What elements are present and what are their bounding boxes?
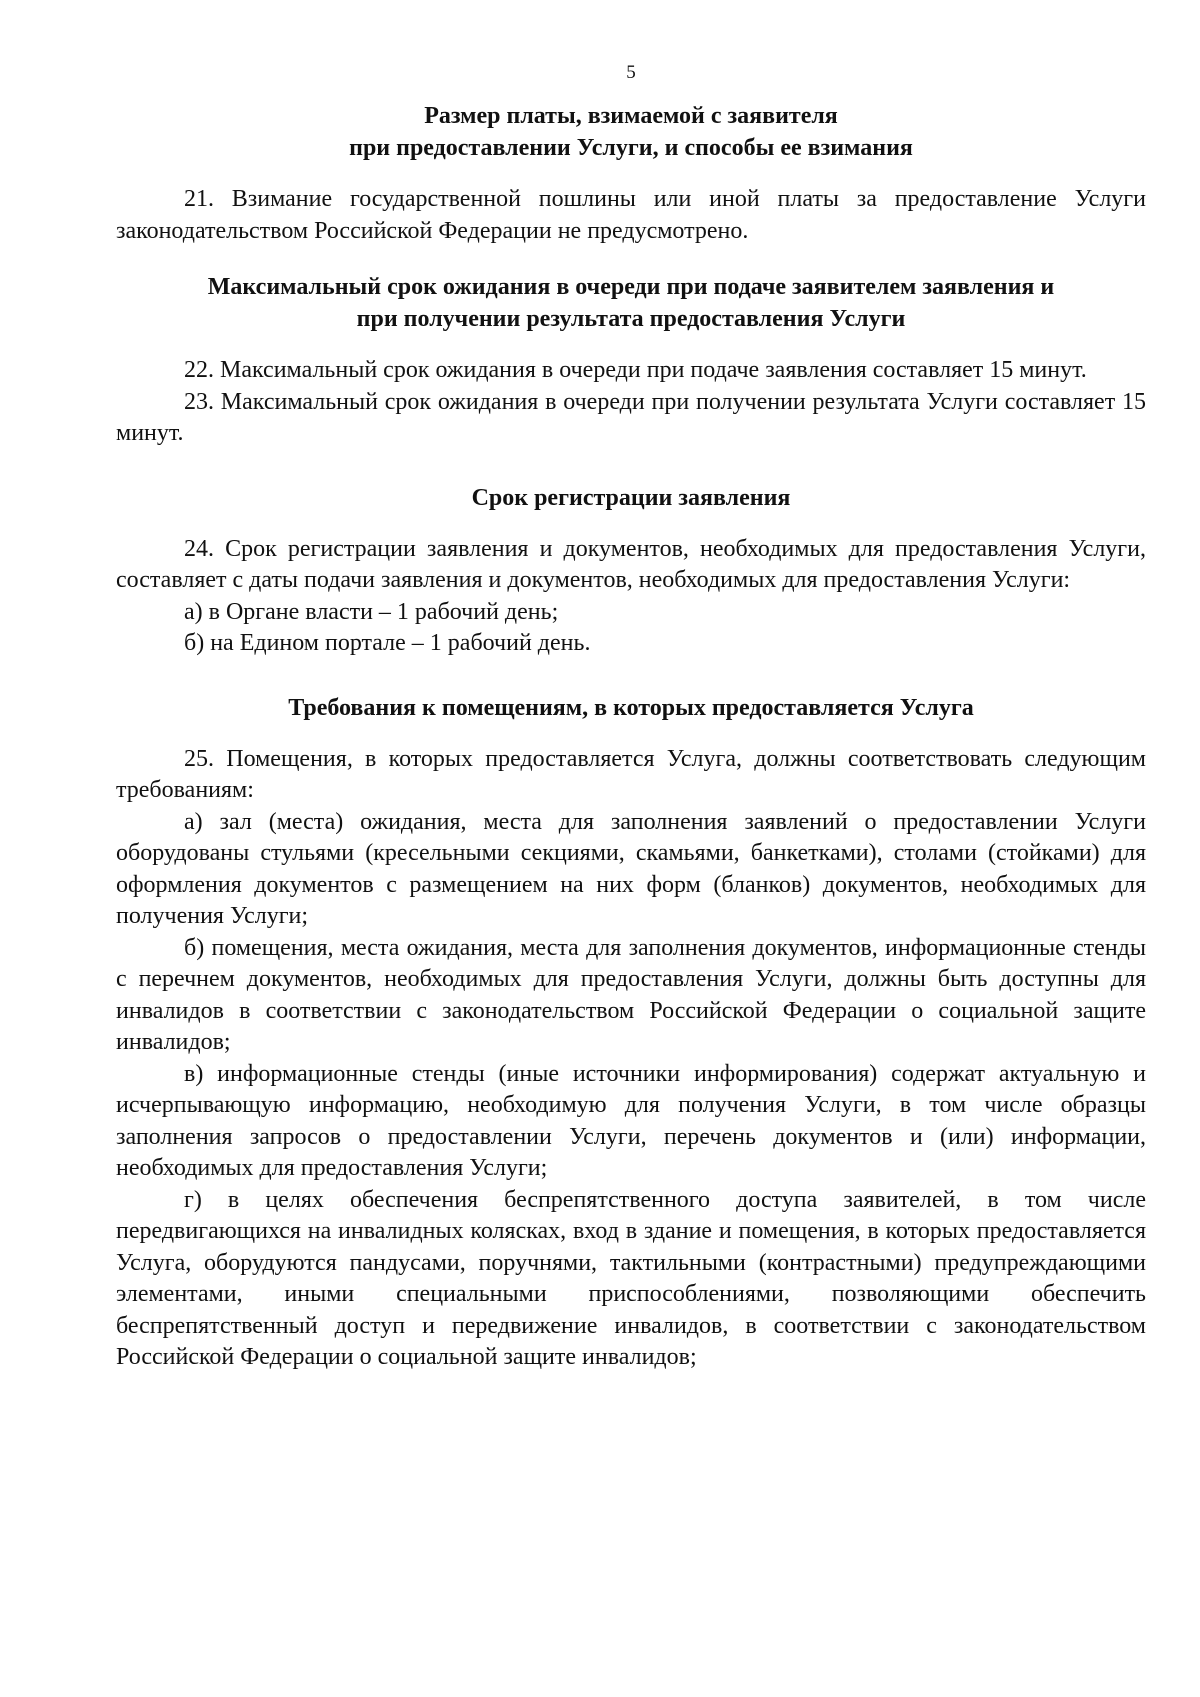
document-page <box>116 62 1146 1374</box>
paragraph-23: 23. Максимальный срок ожидания в очереди при получении результата Услуги составляет 15 минут. <box>116 388 1146 446</box>
section-heading-queue-time <box>116 271 1146 335</box>
heading-line: при предоставлении Услуги, и способы ее взимания <box>349 135 913 161</box>
paragraph-22: 22. Максимальный срок ожидания в очереди при подаче заявления составляет 15 минут. <box>184 357 1087 383</box>
paragraph-24b: б) на Едином портале – 1 рабочий день. <box>184 630 591 656</box>
paragraph-25v: в) информационные стенды (иные источники информирования) содержат актуальную и исчерпывающую информацию, необходимую для получения Услуги, в том числе образцы заполнения запросов о предоставлении Услуги, перечень документов и (или) информации, необходимых для предоставления Услуги; <box>116 1060 1146 1181</box>
paragraph-24: 24. Срок регистрации заявления и документов, необходимых для предоставления Услуги, составляет с даты подачи заявления и документов, необходимых для предоставления Услуги: <box>116 535 1146 593</box>
section-heading-premises <box>116 692 1146 724</box>
heading-line: Требования к помещениям, в которых предоставляется Услуга <box>288 694 974 721</box>
paragraph-21: 21. Взимание государственной пошлины или иной платы за предоставление Услуги законодательством Российской Федерации не предусмотрено. <box>116 186 1146 244</box>
section-heading-fee <box>116 100 1146 164</box>
paragraph-24a: а) в Органе власти – 1 рабочий день; <box>184 598 559 625</box>
heading-line: Размер платы, взимаемой с заявителя <box>424 103 838 129</box>
paragraph-25b: б) помещения, места ожидания, места для заполнения документов, информационные стенды с перечнем документов, необходимых для предоставления Услуги, должны быть доступны для инвалидов в соответствии с законодательством Российской Федерации о социальной защите инвалидов; <box>116 934 1146 1055</box>
page-number: 5 <box>626 62 636 83</box>
heading-line: при получении результата предоставления Услуги <box>356 306 906 332</box>
section-heading-registration <box>116 482 1146 514</box>
paragraph-25a: а) зал (места) ожидания, места для заполнения заявлений о предоставлении Услуги оборудованы стульями (кресельными секциями, скамьями, банкетками), столами (стойками) для оформления документов с размещением на них форм (бланков) документов, необходимых для получения Услуги; <box>116 808 1146 929</box>
heading-line: Максимальный срок ожидания в очереди при подаче заявителем заявления и <box>207 274 1055 300</box>
heading-line: Срок регистрации заявления <box>471 484 791 511</box>
paragraph-25: 25. Помещения, в которых предоставляется Услуга, должны соответствовать следующим требованиям: <box>116 745 1146 803</box>
paragraph-25g: г) в целях обеспечения беспрепятственного доступа заявителей, в том числе передвигающихся на инвалидных колясках, вход в здание и помещения, в которых предоставляется Услуга, оборудуются пандусами, поручнями, тактильными (контрастными) предупреждающими элементами, иными специальными приспособлениями, позволяющими обеспечить беспрепятственный доступ и передвижение инвалидов, в соответствии с законодательством Российской Федерации о социальной защите инвалидов; <box>116 1186 1146 1370</box>
